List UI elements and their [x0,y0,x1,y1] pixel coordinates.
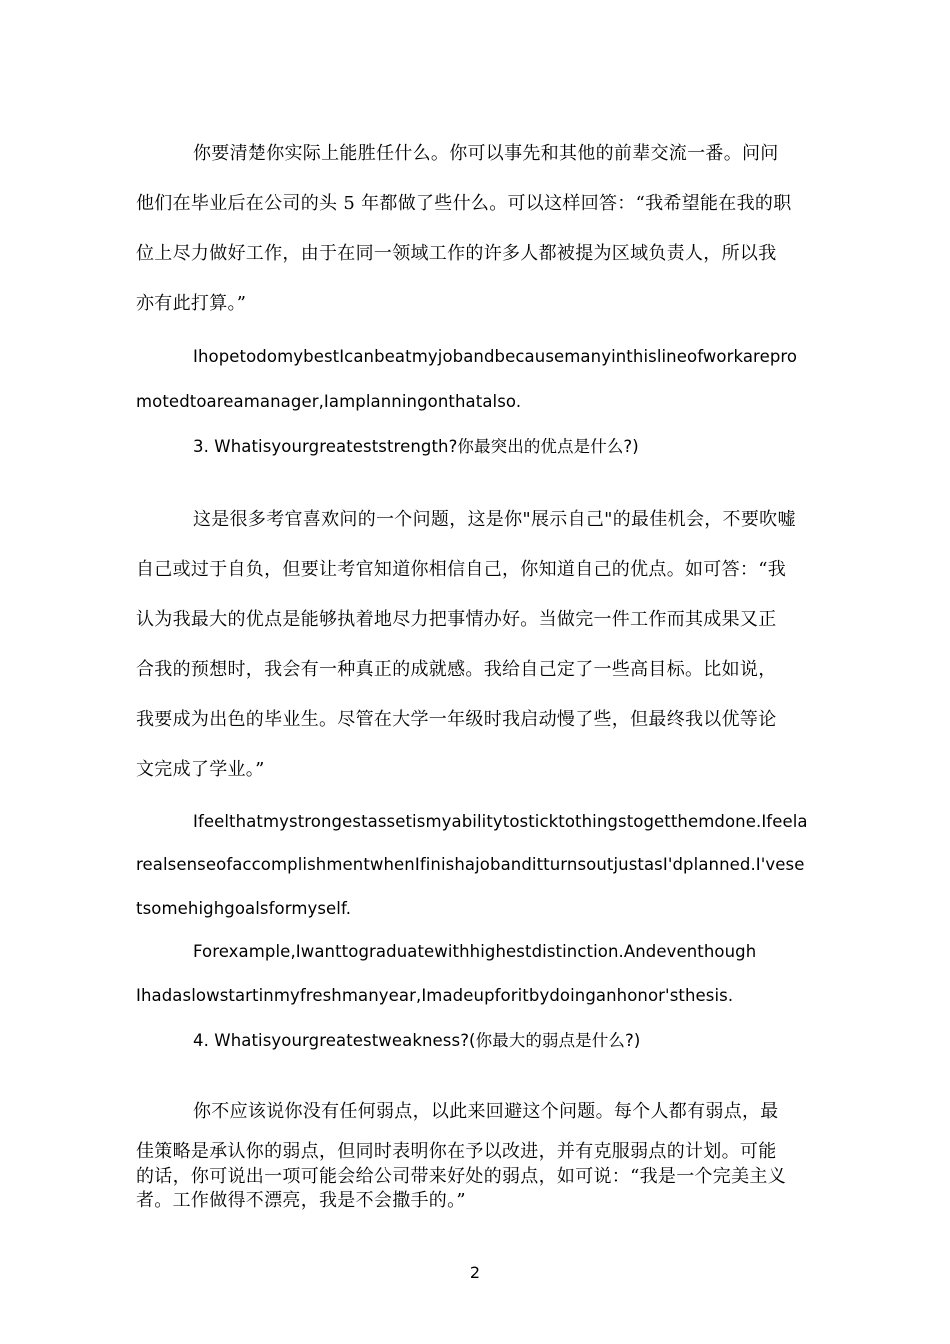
question-3-heading: 3. Whatisyourgreateststrength?你最突出的优点是什么?) [193,437,639,456]
paragraph-8-line-2: 佳策略是承认你的弱点，但同时表明你在予以改进，并有克服弱点的计划。可能 [136,1141,777,1162]
paragraph-4-line-5: 我要成为出色的毕业生。尽管在大学一年级时我启动慢了些，但最终我以优等论 [136,709,777,730]
question-4-heading: 4. Whatisyourgreatestweakness?(你最大的弱点是什么?) [193,1031,641,1050]
paragraph-6-line-2: Ihadaslowstartinmyfreshmanyear,Imadeupforitbydoinganhonor'sthesis. [136,986,734,1005]
paragraph-8-line-4: 者。工作做得不漂亮，我是不会撒手的。” [136,1190,466,1211]
paragraph-5-line-3: tsomehighgoalsformyself. [136,899,352,918]
paragraph-6-line-1: Forexample,Iwanttograduatewithhighestdistinction.Andeventhough [193,942,757,961]
page-number: 2 [469,1263,481,1282]
paragraph-8-line-1: 你不应该说你没有任何弱点，以此来回避这个问题。每个人都有弱点，最 [193,1101,779,1122]
paragraph-1-line-3: 位上尽力做好工作，由于在同一领域工作的许多人都被提为区域负责人，所以我 [136,243,777,264]
paragraph-1-line-4: 亦有此打算。” [136,293,247,314]
paragraph-4-line-2: 自己或过于自负，但要让考官知道你相信自己，你知道自己的优点。如可答：“我 [136,559,786,580]
paragraph-4-line-6: 文完成了学业。” [136,759,265,780]
paragraph-5-line-1: Ifeelthatmystrongestassetismyabilitytosticktothingstogetthemdone.Ifeela [193,812,808,831]
paragraph-8-line-3: 的话，你可说出一项可能会给公司带来好处的弱点，如可说：“我是一个完美主义 [136,1166,786,1187]
paragraph-1-line-1: 你要清楚你实际上能胜任什么。你可以事先和其他的前辈交流一番。问问 [193,143,779,164]
paragraph-1-line-2: 他们在毕业后在公司的头 5 年都做了些什么。可以这样回答：“我希望能在我的职 [136,193,792,214]
paragraph-2-line-1: IhopetodomybestIcanbeatmyjobandbecausemanyinthislineofworkarepro [193,347,798,366]
paragraph-4-line-1: 这是很多考官喜欢问的一个问题，这是你"展示自己"的最佳机会，不要吹嘘 [193,509,796,530]
paragraph-4-line-3: 认为我最大的优点是能够执着地尽力把事情办好。当做完一件工作而其成果又正 [136,609,777,630]
paragraph-2-line-2: motedtoareamanager,Iamplanningonthatalso. [136,392,522,411]
paragraph-4-line-4: 合我的预想时，我会有一种真正的成就感。我给自己定了一些高目标。比如说， [136,659,777,680]
paragraph-5-line-2: realsenseofaccomplishmentwhenIfinishajobanditturnsoutjustasI'dplanned.I'vese [136,855,805,874]
